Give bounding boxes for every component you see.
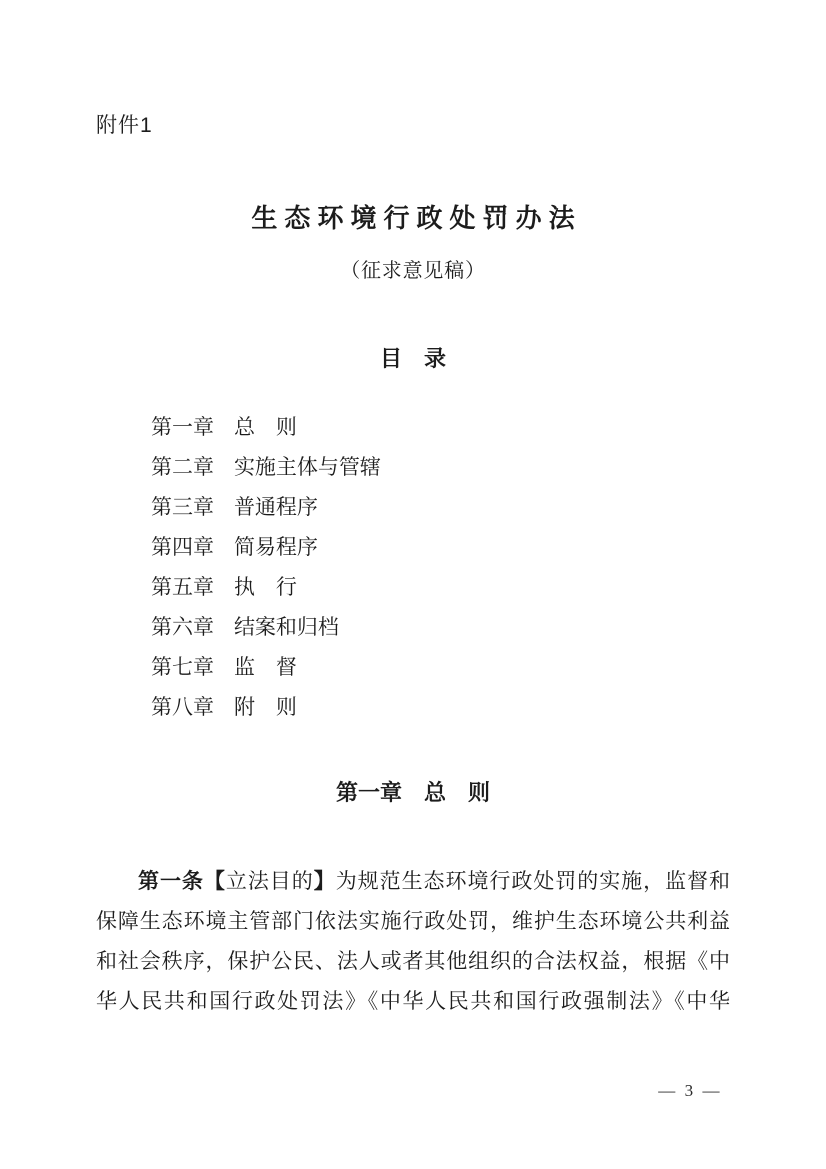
- toc-chapter-title: 附 则: [233, 695, 297, 719]
- bracket-open: 【: [203, 870, 226, 893]
- document-subtitle: （征求意见稿）: [340, 260, 486, 282]
- toc-chapter-label: 第一章: [151, 415, 214, 439]
- attachment-label: 附件1: [96, 114, 153, 137]
- toc-heading: 目 录: [379, 346, 446, 371]
- article-1-line-2: 保障生态环境主管部门依法实施行政处罚，维护生态环境公共利益: [96, 909, 730, 933]
- toc-chapter-title: 简易程序: [233, 535, 318, 559]
- toc-chapter-title: 执 行: [233, 575, 297, 599]
- toc-item-chapter-5: [151, 567, 381, 607]
- toc-item-chapter-2: [151, 447, 381, 487]
- toc-chapter-title: 总 则: [233, 415, 297, 439]
- toc-item-chapter-1: [151, 407, 381, 447]
- toc-chapter-label: 第二章: [151, 455, 214, 479]
- toc-item-chapter-8: [151, 687, 381, 727]
- article-number: 第一条: [138, 870, 204, 893]
- toc-chapter-label: 第四章: [151, 535, 214, 559]
- page-number: — 3 —: [658, 1081, 722, 1100]
- chapter-1-heading: 第一章 总 则: [335, 780, 490, 805]
- article-text: 为规范生态环境行政处罚的实施，监督和: [335, 869, 731, 893]
- toc-chapter-title: 普通程序: [233, 495, 318, 519]
- toc-chapter-label: 第三章: [151, 495, 214, 519]
- article-1-body: [96, 861, 730, 1021]
- document-title: 生态环境行政处罚办法: [251, 203, 582, 233]
- toc-chapter-label: 第七章: [151, 655, 214, 679]
- toc-item-chapter-4: [151, 527, 381, 567]
- article-topic: 立法目的: [225, 869, 314, 893]
- article-1-line-4: 华人民共和国行政处罚法》《中华人民共和国行政强制法》《中华: [96, 989, 730, 1013]
- toc-item-chapter-6: [151, 607, 381, 647]
- toc-item-chapter-7: [151, 647, 381, 687]
- toc-chapter-label: 第六章: [151, 615, 214, 639]
- toc-chapter-title: 结案和归档: [233, 615, 339, 639]
- toc-chapter-title: 实施主体与管辖: [233, 455, 381, 479]
- bracket-close: 】: [313, 870, 336, 893]
- toc-chapter-label: 第五章: [151, 575, 214, 599]
- toc-chapter-label: 第八章: [151, 695, 214, 719]
- toc-list: [151, 407, 381, 727]
- toc-chapter-title: 监 督: [233, 655, 297, 679]
- toc-item-chapter-3: [151, 487, 381, 527]
- article-1-line-3: 和社会秩序，保护公民、法人或者其他组织的合法权益，根据《中: [96, 949, 730, 973]
- article-1-line-1: [96, 861, 730, 901]
